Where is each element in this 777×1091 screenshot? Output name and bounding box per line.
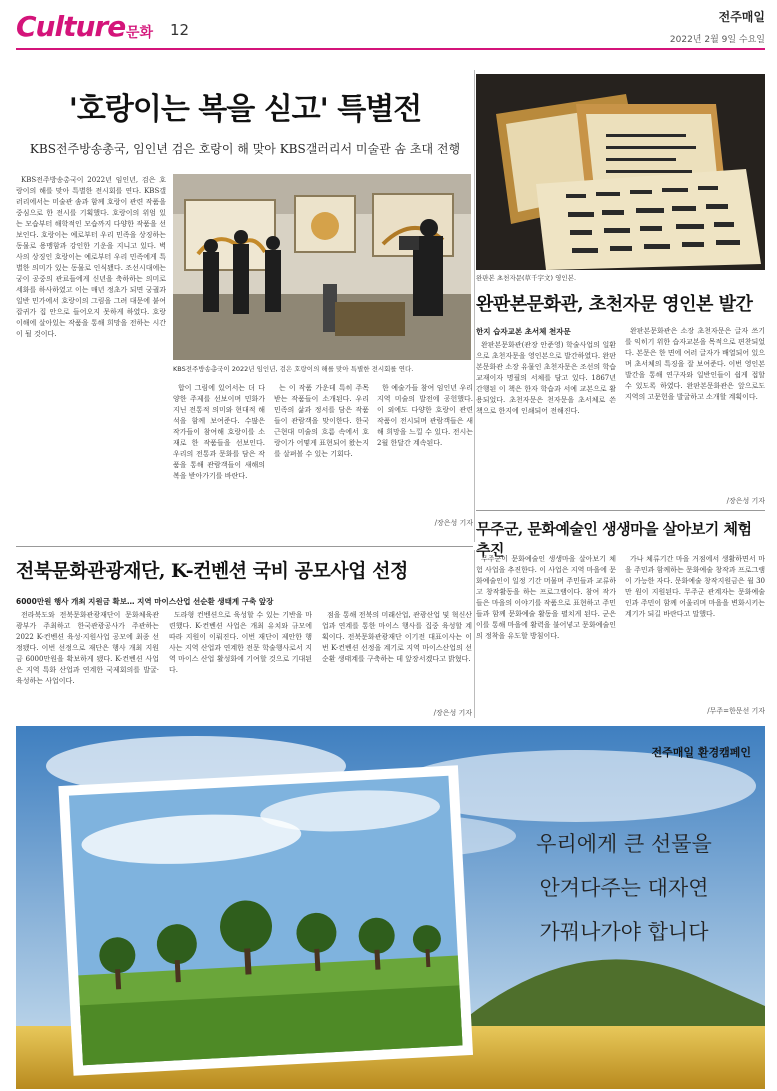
- article-column: 가나 체류기간 마을 거점에서 생활하면서 마을 주민과 함께하는 문화예술 창작과 프로그램이 가능한 자다. 문화예술 창작지원금은 월 30만 원이 지원된다. 무주군 관계자는 문화예술인과 주민이 함께 어울리며 마을을 변화시키는 계기가 되길 바란다고 말했다.: [625, 555, 765, 618]
- article-headline: '호랑이는 복을 싣고' 특별전: [68, 92, 422, 127]
- section-divider: [476, 510, 765, 511]
- photo-caption: 완판본 초천자문(草千字文) 영인본.: [476, 274, 577, 282]
- masthead: [0, 0, 777, 50]
- article-subheadline: 6000만원 행사 개최 지원금 확보… 지역 마이스산업 선순환 생태계 구축 앞장: [16, 597, 274, 606]
- article-column: KBS전주방송총국이 2022년 임인년, 검은 호랑이의 해를 맞아 특별한 전시회를 연다. KBS갤러리에서는 미술관 솜과 함께 호랑이 관련 작품을 중심으로 한 전시를 기획했다. 호랑이의 위엄 있는 모습부터 해학적인 모습까지 다양한 작품을 선보인다. 호랑이는 예로부터 우리 민족을 상징하는 동물로 용맹함과 강인한 기운을 지니고 있다. 벽사의 상징인 호랑이는 예로부터 우리 민족에게 특별한 의미가 있는 동물로 인식됐다. 조선시대에는 궁이 공중의 관료들에게 신년을 축하하는 의미로 세화를 하사하였고 이는 매년 정초가 되면 궁궐과 일반 민가에서 호랑이의 그림을 그려 대문에 붙여 잡귀가 집 안으로 들어오지 못하게 하였다. 호랑이해에 살아있는 작품을 통해 희망을 전하는 시간이 될 것이다.: [16, 176, 166, 338]
- byline: /장은성 기자: [726, 497, 765, 505]
- section-title: Culture: [16, 10, 126, 43]
- campaign-title: 전주매일 환경캠페인: [651, 746, 751, 759]
- byline: /장은성 기자: [434, 519, 473, 527]
- masthead-rule: [16, 48, 765, 50]
- article-column: 는 이 작품 가운데 특히 주목받는 작품들이 소개된다. 우리 민족의 삶과 정서를 담은 작품들이 관람객을 맞이한다. 한국 근현대 미술의 흐름 속에서 호랑이가 어떻게 표현되어 왔는지를 살펴볼 수 있는 기회다.: [274, 384, 369, 458]
- campaign-slogan: [494, 822, 754, 954]
- slogan-line: 우리에게 큰 선물을: [536, 832, 712, 856]
- environment-campaign-ad: [16, 726, 765, 1089]
- issue-date: 2022년 2월 9일 수요일: [669, 35, 765, 45]
- page-number: 12: [170, 21, 190, 39]
- article-headline: 전북문화관광재단, K-컨벤션 국비 공모사업 선정: [16, 560, 408, 582]
- article-subheadline: KBS전주방송총국, 임인년 검은 호랑이 해 맞아 KBS갤러리서 미술관 솜 초대 전행: [29, 142, 461, 156]
- photo-caption: KBS전주방송총국이 2022년 임인년, 검은 호랑이의 해를 맞아 특별한 전시회를 연다.: [173, 365, 414, 373]
- byline: /장은성 기자: [433, 709, 472, 717]
- article-headline: 완판본문화관, 초천자문 영인본 발간: [476, 294, 753, 315]
- section-title-korean: 문화: [126, 25, 154, 41]
- newspaper-name: 전주매일: [718, 10, 765, 24]
- article-column: 무주군이 문화예술인 생생마을 살아보기 체험 사업을 추진한다. 이 사업은 지역 마을에 문화예술인이 일정 기간 머물며 주민들과 교류하고 창작활동을 하는 프로그램이다. 참여 작가들은 마을의 이야기를 작품으로 표현하고 주민들과 함께 문화예술 활동을 펼치게 된다. 군은 이를 통해 마을에 활력을 불어넣고 문화예술인의 정착을 유도할 방침이다.: [476, 555, 616, 640]
- slogan-line: 가꿔나가야 합니다: [539, 920, 709, 944]
- article-column: 한 예술가들 참여 임인년 우리 지역 미술의 발전에 공헌했다. 이 외에도 다양한 호랑이 관련 작품이 전시되며 관람객들은 새해 희망을 느낄 수 있다. 전시는 2월 한달간 계속된다.: [377, 384, 473, 447]
- article-column: 완판본문화관은 소장 초천자문은 글자 쓰기를 익히기 위한 습자교본을 목적으로 편찬되었다. 본문은 한 면에 여러 글자가 배열되어 있으며 초서체의 특징을 잘 보여준다. 이번 영인본 발간을 통해 연구자와 일반인들이 쉽게 접할 수 있도록 하였다. 완판본문화관은 앞으로도 지역의 고문헌을 발굴하고 소개할 계획이다.: [625, 327, 765, 401]
- article-column: 합이 그림에 있어서는 더 다양한 주제를 선보이며 민화가 지닌 전통적 의미와 현대적 해석을 함께 보여준다. 수많은 작가들이 참여해 호랑이를 소재로 한 작품들을 선보인다. 우리의 전통과 문화를 담은 작품을 통해 관람객들이 새해의 복을 받아가기를 바란다.: [173, 384, 265, 480]
- article-subheadline: 한지 습자교본 초서체 천자문: [476, 327, 571, 336]
- byline: /무주=한문선 기자: [707, 707, 765, 715]
- article-headline: 무주군, 문화예술인 생생마을 살아보기 체험 추진: [476, 520, 752, 559]
- column-divider: [474, 550, 475, 718]
- article-column: 전라북도와 전북문화관광재단이 문화체육관광부가 주최하고 한국관광공사가 주관하는 2022 K-컨벤션 육성·지원사업 공모에 최종 선정됐다. 이번 선정으로 재단은 행사 개최 지원금 6000만원을 확보하게 됐다. K-컨벤션 사업은 지역 특화 산업과 연계한 국제회의를 발굴·육성하는 사업이다.: [16, 611, 159, 685]
- article-column: 도라형 컨벤션으로 육성할 수 있는 기반을 마련했다. K-컨벤션 사업은 개최 유치와 규모에 따라 지원이 이뤄진다. 이번 재단이 제안한 행사는 지역 산업과 연계한 전문 학술행사로서 지역 마이스 산업 활성화에 기여할 것으로 기대된다.: [169, 611, 312, 674]
- article-column: 점을 통해 전북의 미래산업, 관광산업 및 혁신산업과 연계를 통한 마이스 행사를 집중 육성할 계획이다. 전북문화관광재단 이기전 대표이사는 이번 K-컨벤션 선정을 계기로 지역 마이스산업의 선순환 생태계를 구축하는 데 앞장서겠다고 밝혔다.: [322, 611, 472, 663]
- gallery-exhibition-photo: [173, 174, 471, 360]
- slogan-line: 안겨다주는 대자연: [539, 876, 709, 900]
- book-facsimile-photo: [476, 74, 765, 270]
- section-divider: [16, 546, 473, 547]
- article-column: 완판본문화관(관장 안준영) 학술사업의 일환으로 초천자문을 영인본으로 발간하였다. 완판본문화관 소장 유물인 초천자문은 조선의 학습 교재이자 명필의 서체를 담고 있다. 1867년 간행된 이 책은 한자 학습과 서예 교본으로 활용되었다. 초천자문은 천자문을 초서체로 쓴 책으로 한지에 인쇄되어 전해진다.: [476, 341, 616, 415]
- column-divider: [474, 70, 475, 542]
